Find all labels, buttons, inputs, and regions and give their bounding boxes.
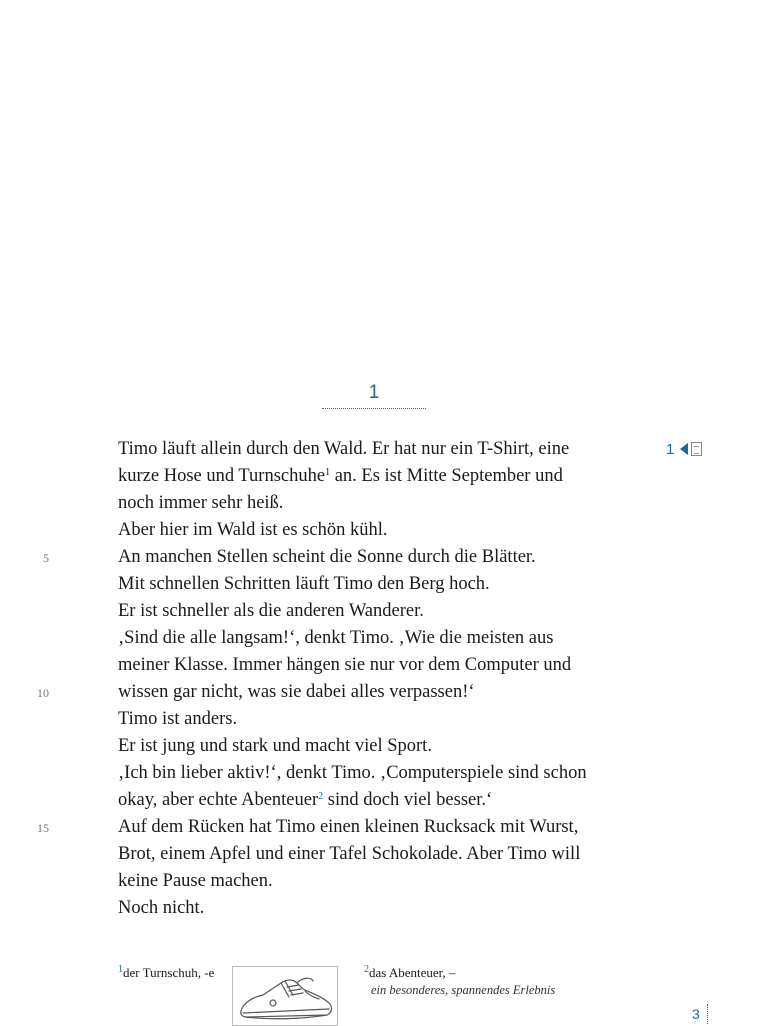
text-line: [0, 598, 700, 625]
glossary-entry-2: [364, 964, 455, 981]
line-text-part: okay, aber echte Abenteuer: [118, 790, 319, 810]
text-line: [0, 544, 700, 571]
page-number-rule: [707, 1004, 708, 1024]
line-number: 5: [43, 551, 49, 565]
glossary-entry-1: [118, 964, 214, 981]
line-text: Er ist jung und stark und macht viel Sport.: [118, 736, 432, 756]
glossary-number-2: 2: [364, 964, 369, 975]
chapter-number: 1: [368, 382, 380, 403]
footnote-marker[interactable]: 2: [318, 791, 324, 802]
line-text: [118, 463, 563, 490]
glossary-number-1: 1: [118, 964, 123, 975]
line-text: An manchen Stellen scheint die Sonne durch die Blätter.: [118, 547, 536, 567]
glossary-term-1: der Turnschuh, -e: [123, 965, 215, 980]
text-line: [0, 760, 700, 787]
line-text: Er ist schneller als die anderen Wanderer.: [118, 601, 424, 621]
line-number: 10: [37, 686, 49, 700]
text-line: [0, 733, 700, 760]
line-text: Brot, einem Apfel und einer Tafel Schokolade. Aber Timo will: [118, 844, 581, 864]
text-line: [0, 706, 700, 733]
line-text: meiner Klasse. Immer hängen sie nur vor dem Computer und: [118, 655, 572, 675]
line-text: [118, 787, 492, 814]
glossary-term-2: das Abenteuer, –: [369, 965, 456, 980]
line-text: ‚Ich bin lieber aktiv!‘, denkt Timo. ‚Computerspiele sind schon: [118, 763, 587, 783]
line-text: Auf dem Rücken hat Timo einen kleinen Rucksack mit Wurst,: [118, 817, 579, 837]
line-text: Timo läuft allein durch den Wald. Er hat nur ein T-Shirt, eine: [118, 439, 570, 459]
line-text: ‚Sind die alle langsam!‘, denkt Timo. ‚Wie die meisten aus: [118, 628, 554, 648]
sneaker-illustration: [232, 966, 338, 1026]
text-line: [0, 652, 700, 679]
text-line: [0, 841, 700, 868]
text-line: [0, 517, 700, 544]
line-text-part: sind doch viel besser.‘: [323, 790, 493, 810]
text-line: [0, 625, 700, 652]
line-text-part: an. Es ist Mitte September und: [330, 466, 563, 486]
glossary-definition-2: ein besonderes, spannendes Erlebnis: [371, 983, 556, 997]
text-line: [0, 787, 700, 814]
line-text: Noch nicht.: [118, 898, 205, 918]
page-number: 3: [692, 1006, 700, 1022]
line-number: 15: [37, 821, 49, 835]
text-line: [0, 436, 700, 463]
audio-track-number: 1: [666, 440, 675, 458]
text-line: [0, 679, 700, 706]
line-text: wissen gar nicht, was sie dabei alles verpassen!‘: [118, 682, 475, 702]
text-line: [0, 895, 700, 922]
line-text: Timo ist anders.: [118, 709, 238, 729]
line-text: noch immer sehr heiß.: [118, 493, 284, 513]
line-text: Aber hier im Wald ist es schön kühl.: [118, 520, 388, 540]
text-line: [0, 571, 700, 598]
text-line: [0, 463, 700, 490]
line-text-part: kurze Hose und Turnschuhe: [118, 466, 326, 486]
chapter-divider: [322, 408, 426, 409]
story-text: [0, 436, 700, 922]
text-line: [0, 868, 700, 895]
text-line: [0, 490, 700, 517]
footnote-marker[interactable]: 1: [325, 467, 331, 478]
line-text: keine Pause machen.: [118, 871, 273, 891]
text-line: [0, 814, 700, 841]
line-text: Mit schnellen Schritten läuft Timo den Berg hoch.: [118, 574, 490, 594]
